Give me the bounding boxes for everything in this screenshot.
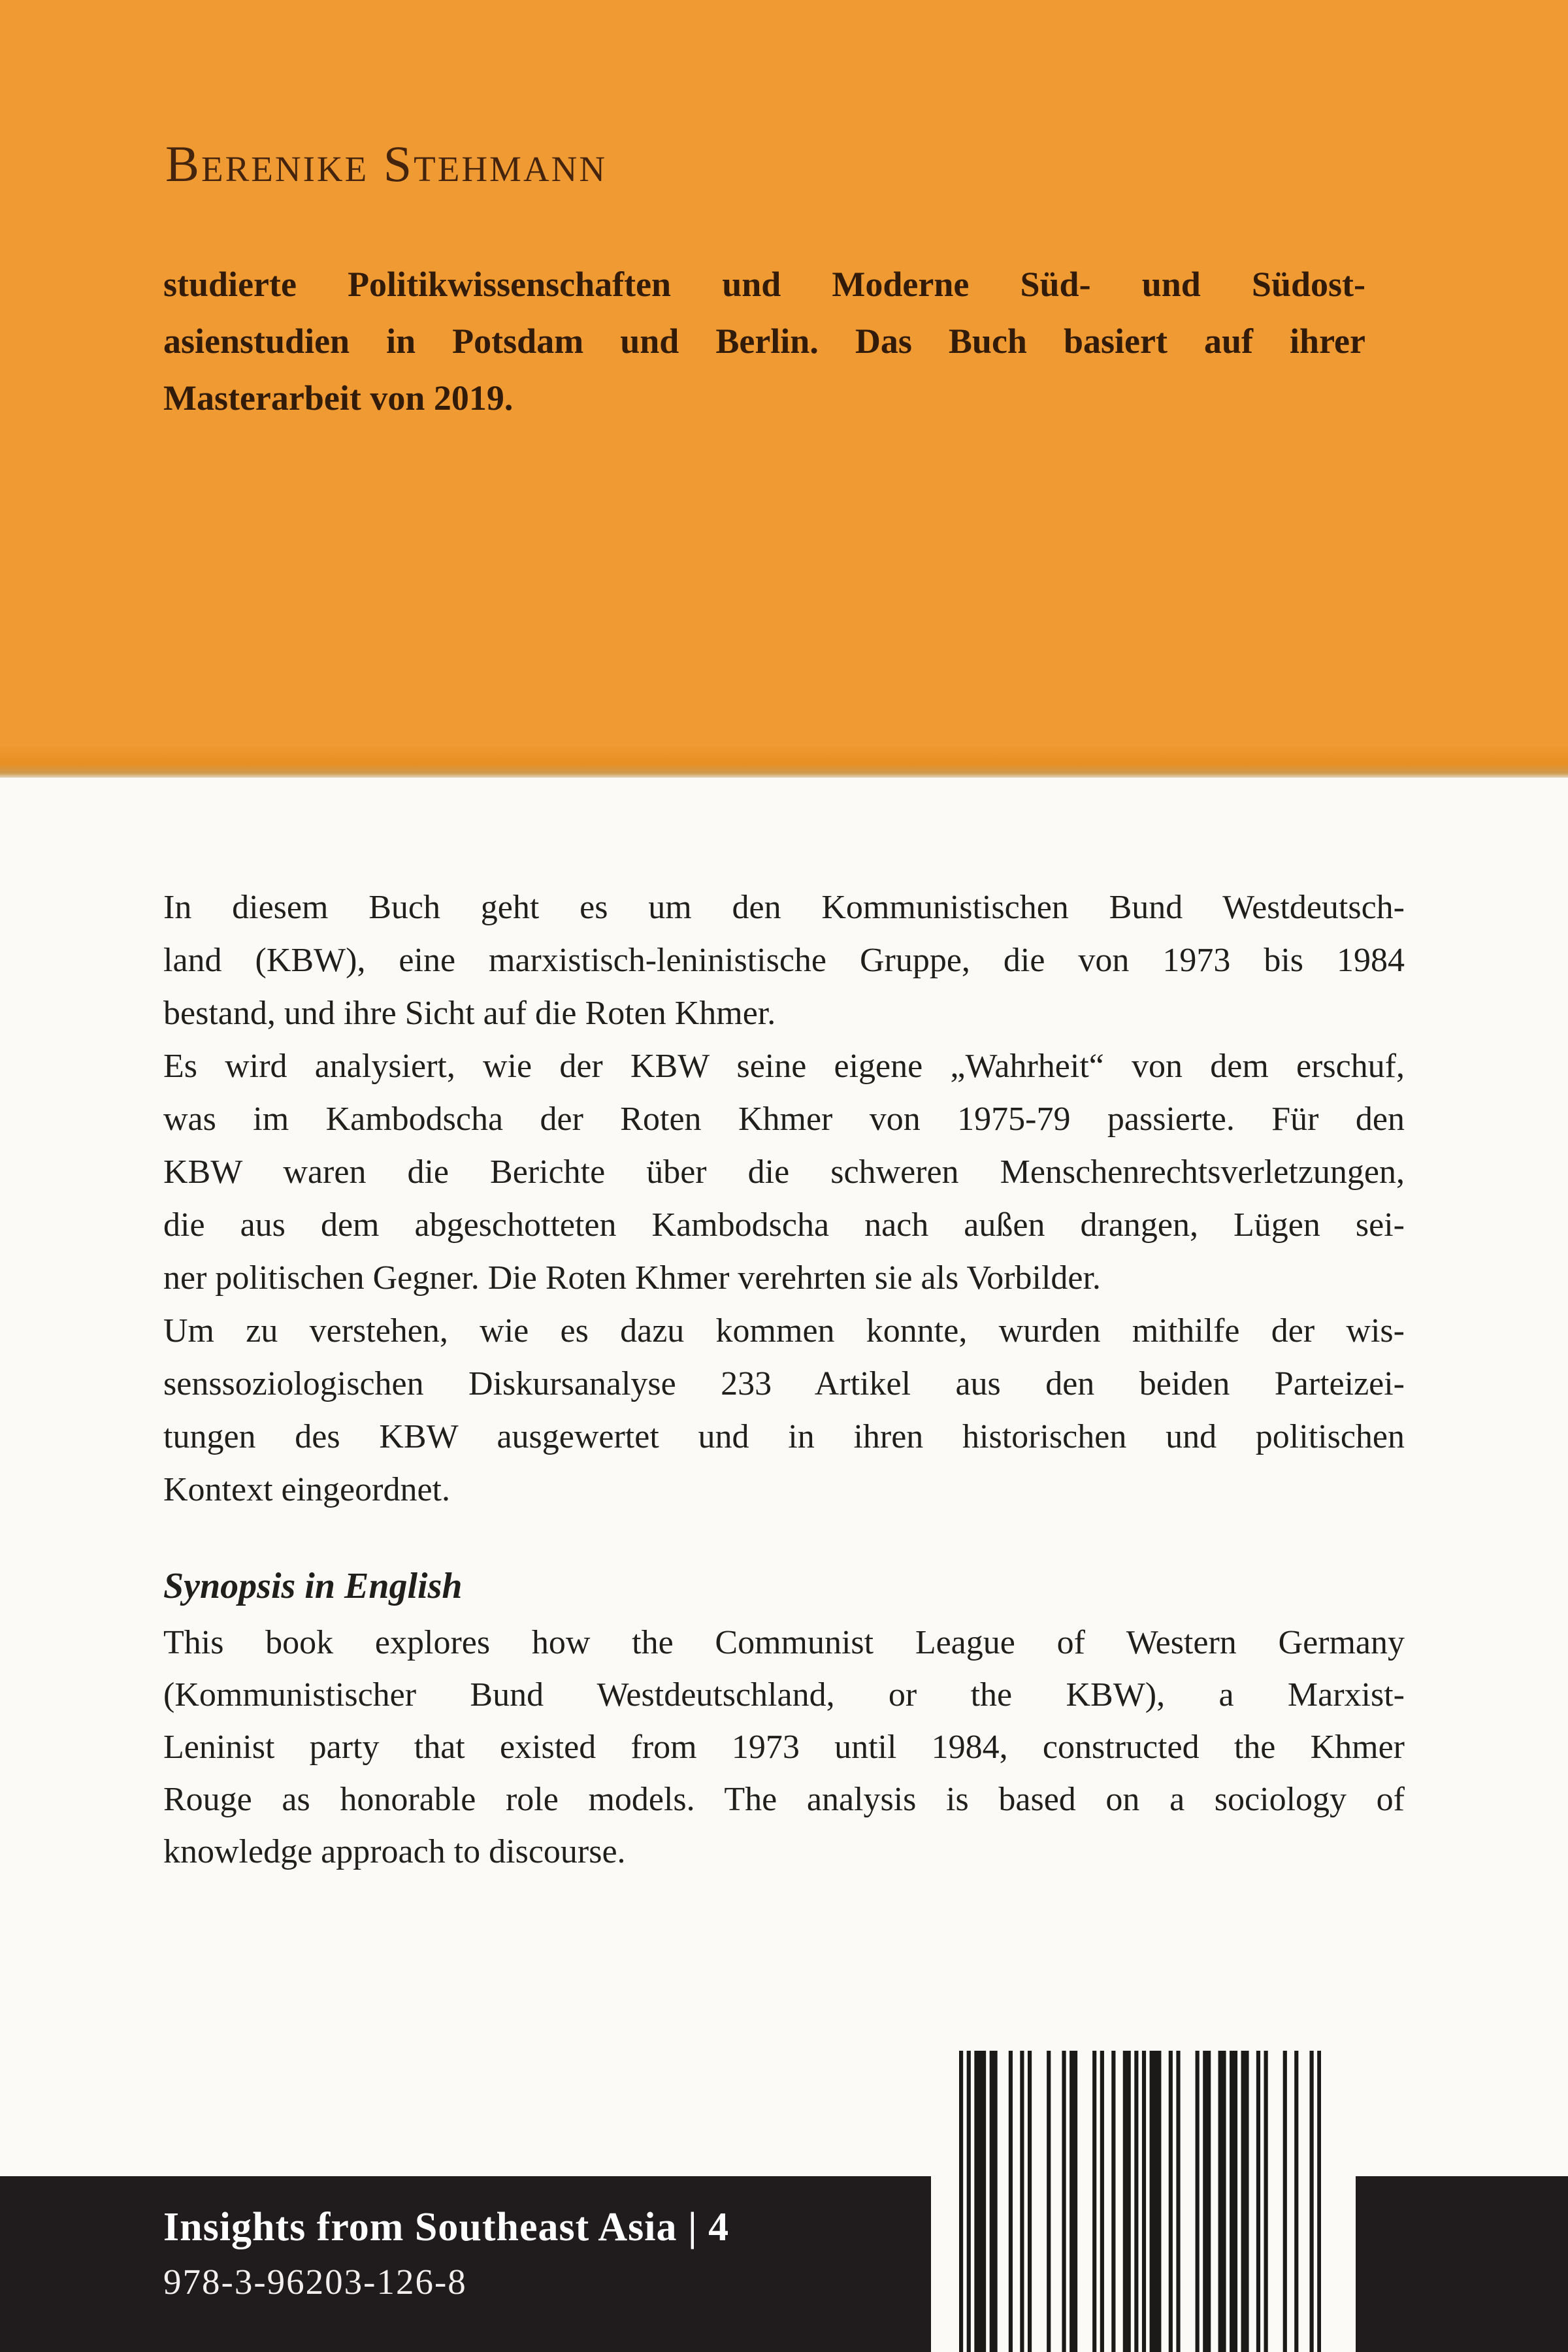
text-line: bestand, und ihre Sicht auf die Roten Khmer. <box>163 995 776 1032</box>
isbn-number: 978-3-96203-126-8 <box>163 2262 467 2302</box>
text-line: senssoziologischen Diskursanalyse 233 Artikel aus den beiden Parteizei- <box>163 1365 1405 1402</box>
text-line: Rouge as honorable role models. The analysis is based on a sociology of <box>163 1781 1405 1818</box>
text-line: was im Kambodscha der Roten Khmer von 1975-79 passierte. Für den <box>163 1101 1405 1138</box>
german-paragraph-2 <box>163 1040 1405 1304</box>
text-line: This book explores how the Communist League of Western Germany <box>163 1624 1405 1661</box>
text-line: Leninist party that existed from 1973 until 1984, constructed the Khmer <box>163 1729 1405 1766</box>
synopsis-heading: Synopsis in English <box>163 1566 463 1606</box>
text-line: Kontext eingeordnet. <box>163 1471 450 1508</box>
text-line: knowledge approach to discourse. <box>163 1833 626 1870</box>
text-line: ner politischen Gegner. Die Roten Khmer verehrten sie als Vorbilder. <box>163 1259 1101 1297</box>
text-line: land (KBW), eine marxistisch-leninistische Gruppe, die von 1973 bis 1984 <box>163 942 1405 979</box>
text-line: Es wird analysiert, wie der KBW seine eigene „Wahrheit“ von dem erschuf, <box>163 1048 1405 1085</box>
series-title: Insights from Southeast Asia | 4 <box>163 2205 730 2249</box>
isbn-barcode <box>959 2051 1321 2352</box>
english-synopsis <box>163 1617 1405 1878</box>
text-line: asienstudien in Potsdam und Berlin. Das Buch basiert auf ihrer <box>163 322 1365 361</box>
text-line: Um zu verstehen, wie es dazu kommen konnte, wurden mithilfe der wis- <box>163 1312 1405 1350</box>
text-line: In diesem Buch geht es um den Kommunistischen Bund Westdeutsch- <box>163 889 1405 926</box>
text-line: tungen des KBW ausgewertet und in ihren historischen und politischen <box>163 1418 1405 1455</box>
german-paragraph-3 <box>163 1304 1405 1516</box>
author-name: Berenike Stehmann <box>165 135 608 192</box>
text-line: (Kommunistischer Bund Westdeutschland, or the KBW), a Marxist- <box>163 1676 1405 1714</box>
text-line: studierte Politikwissenschaften und Moderne Süd- und Südost- <box>163 265 1365 304</box>
german-description <box>163 881 1405 1516</box>
text-line: KBW waren die Berichte über die schweren Menschenrechtsverletzungen, <box>163 1153 1405 1191</box>
text-line: die aus dem abgeschotteten Kambodscha nach außen drangen, Lügen sei- <box>163 1206 1405 1244</box>
text-line: Masterarbeit von 2019. <box>163 378 514 418</box>
author-bio <box>163 256 1365 427</box>
german-paragraph-1 <box>163 881 1405 1040</box>
orange-header-panel <box>0 0 1568 778</box>
